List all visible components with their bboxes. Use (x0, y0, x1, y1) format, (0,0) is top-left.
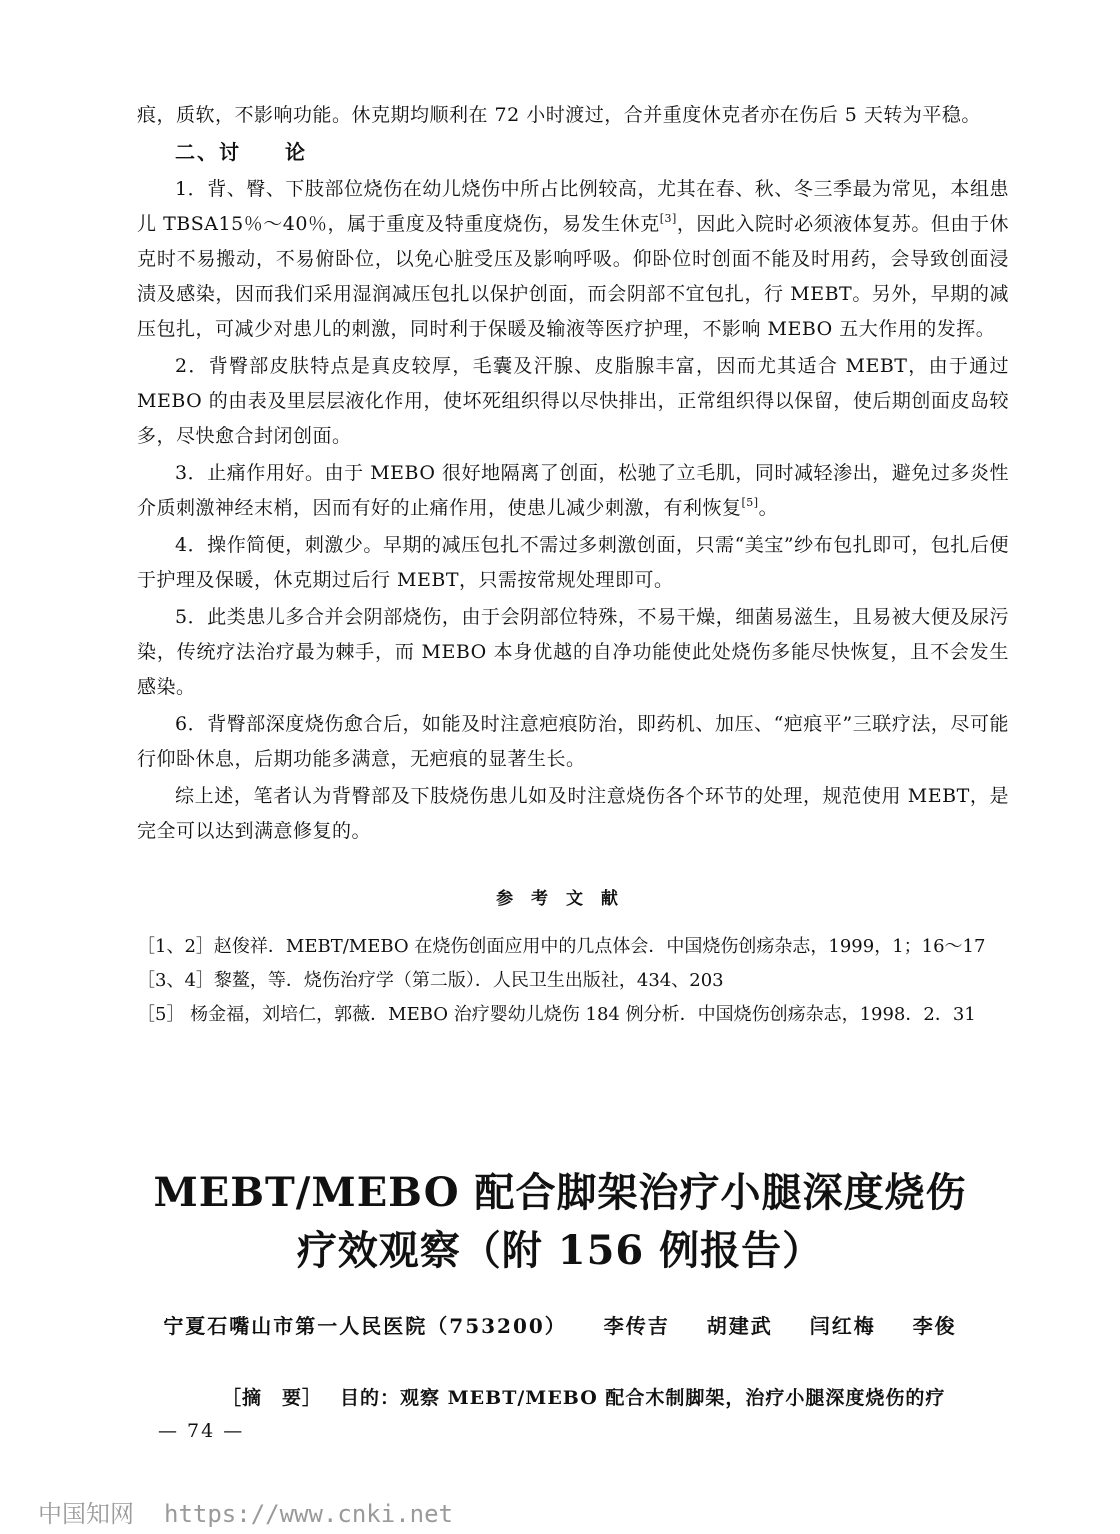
author-name: 李俊 (912, 1314, 957, 1338)
discussion-point-2: 2．背臀部皮肤特点是真皮较厚，毛囊及汗腺、皮脂腺丰富，因而尤其适合 MEBT，由于通过 MEBO 的由表及里层层液化作用，使坏死组织得以尽快排出，正常组织得以保留，使后期创面皮岛较多，尽快愈合封闭创面。 (137, 355, 1009, 447)
abstract-text: 目的：观察 MEBT/MEBO 配合木制脚架，治疗小腿深度烧伤的疗 (340, 1387, 946, 1409)
reference-item: ［5］ 杨金福，刘培仁，郭薇．MEBO 治疗婴幼儿烧伤 184 例分析．中国烧伤创疡杂志，1998．2．31 (137, 1004, 976, 1025)
abstract-start (222, 1383, 945, 1410)
references-heading: 参 考 文 献 (496, 889, 624, 909)
author-line (0, 1310, 1120, 1339)
author-name: 李传吉 (603, 1314, 670, 1338)
discussion-point-5: 5．此类患儿多合并会阴部烧伤，由于会阴部位特殊，不易干燥，细菌易滋生，且易被大便及尿污染，传统疗法治疗最为棘手，而 MEBO 本身优越的自净功能使此处烧伤多能尽快恢复，且不会发生感染。 (137, 606, 1009, 698)
conclusion-paragraph: 综上述，笔者认为背臀部及下肢烧伤患儿如及时注意烧伤各个环节的处理，规范使用 MEBT，是完全可以达到满意修复的。 (137, 785, 1009, 842)
point-3-text-a: 3．止痛作用好。由于 MEBO 很好地隔离了创面，松驰了立毛肌，同时减轻渗出，避免过多炎性介质刺激神经末梢，因而有好的止痛作用，使患儿减少刺激，有利恢复 (137, 462, 1009, 519)
citation-3[interactable]: [3] (659, 212, 677, 225)
citation-5[interactable]: [5] (741, 496, 759, 509)
point-1-text-a: 1．背、臀、下肢部位烧伤在幼儿烧伤中所占比例较高，尤其在春、秋、冬三季最为常见，本组患儿 TBSA15％～40％，属于重度及特重度烧伤，易发生休克 (137, 178, 1009, 235)
discussion-point-1 (137, 172, 1009, 347)
affiliation: 宁夏石嘴山市第一人民医院（753200） (163, 1314, 567, 1338)
article-title (0, 1164, 1120, 1280)
site-url[interactable]: https://www.cnki.net (164, 1500, 453, 1528)
article-title-line-1: MEBT/MEBO 配合脚架治疗小腿深度烧伤 (153, 1169, 967, 1216)
reference-item: ［1、2］赵俊祥．MEBT/MEBO 在烧伤创面应用中的几点体会．中国烧伤创疡杂志，1999，1；16～17 (137, 936, 986, 957)
references-list (137, 930, 1017, 1032)
point-3-text-b: 。 (758, 497, 779, 519)
abstract-label: ［摘 要］ (222, 1387, 323, 1409)
reference-item: ［3、4］黎鳌，等．烧伤治疗学（第二版）．人民卫生出版社，434、203 (137, 970, 724, 991)
author-name: 闫红梅 (809, 1314, 876, 1338)
article-body (137, 98, 1009, 851)
paragraph-continuation: 痕，质软，不影响功能。休克期均顺利在 72 小时渡过，合并重度休克者亦在伤后 5 天转为平稳。 (137, 104, 981, 126)
discussion-point-4: 4．操作简便，刺激少。早期的减压包扎不需过多刺激创面，只需“美宝”纱布包扎即可，包扎后便于护理及保暖，休克期过后行 MEBT，只需按常规处理即可。 (137, 534, 1009, 591)
section-heading-discussion: 二、讨 论 (175, 140, 307, 164)
point-1-text-b: ，因此入院时必须液体复苏。但由于休克时不易搬动，不易俯卧位，以免心脏受压及影响呼吸。仰卧位时创面不能及时用药，会导致创面浸渍及感染，因而我们采用湿润减压包扎以保护创面，而会阴部不宜包扎，行 MEBT。另外，早期的减压包扎，可减少对患儿的刺激，同时利于保暖及输液等医疗护理，不影响 MEBO 五大作用的发挥。 (137, 213, 1009, 340)
site-name: 中国知网 (38, 1500, 134, 1528)
watermark-footer (38, 1494, 453, 1529)
page-number: — 74 — (158, 1420, 245, 1442)
author-name: 胡建武 (706, 1314, 773, 1338)
discussion-point-6: 6．背臀部深度烧伤愈合后，如能及时注意疤痕防治，即药机、加压、“疤痕平”三联疗法，尽可能行仰卧休息，后期功能多满意，无疤痕的显著生长。 (137, 713, 1009, 770)
discussion-point-3 (137, 456, 1009, 526)
article-title-line-2: 疗效观察（附 156 例报告） (296, 1227, 824, 1274)
